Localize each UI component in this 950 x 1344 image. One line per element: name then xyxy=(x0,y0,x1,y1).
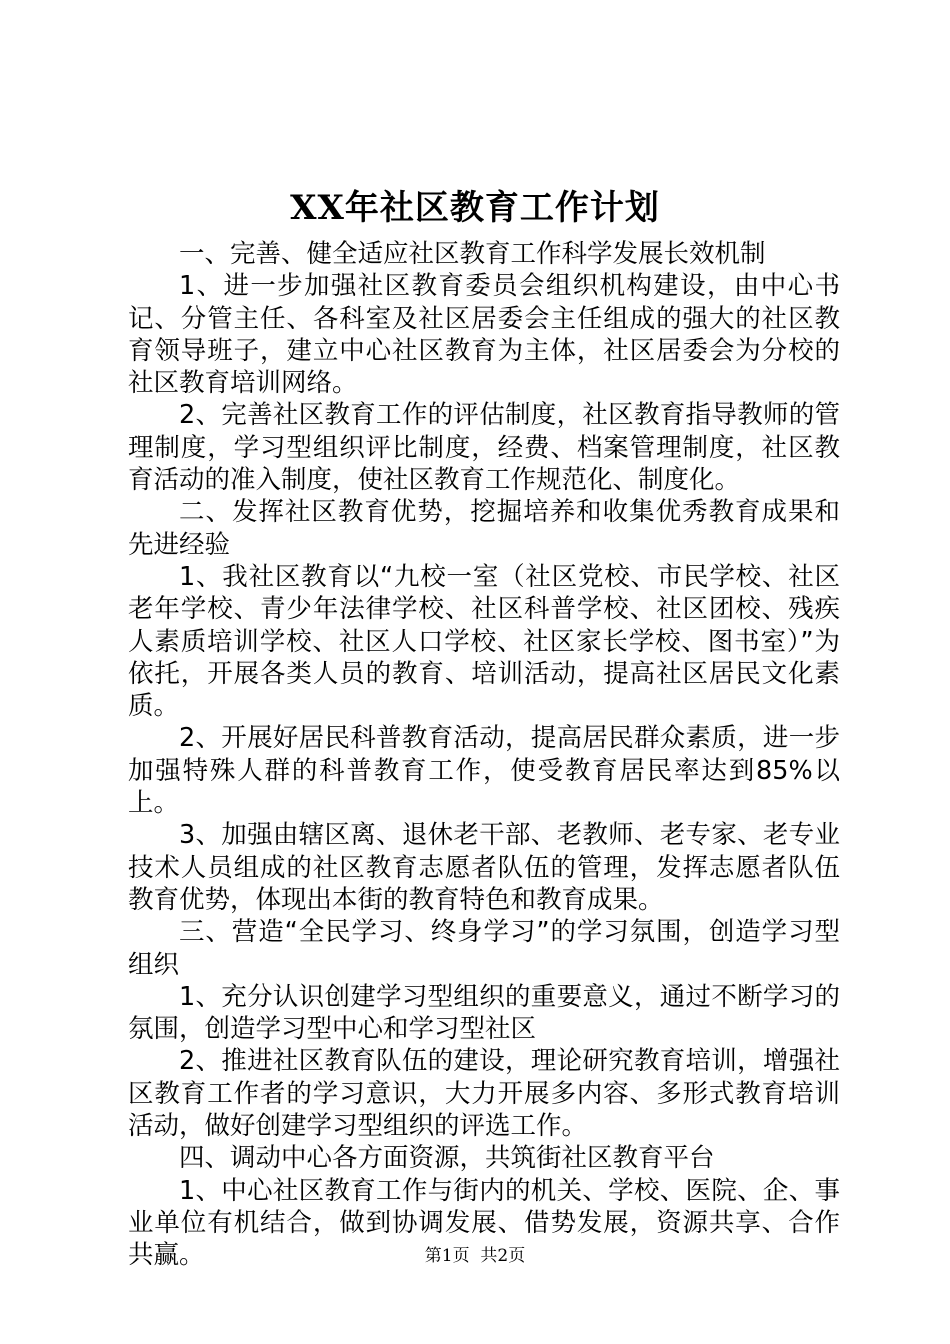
paragraph: 1、充分认识创建学习型组织的重要意义，通过不断学习的氛围，创造学习型中心和学习型社区 xyxy=(128,981,840,1045)
paragraph: 1、我社区教育以“九校一室（社区党校、市民学校、社区老年学校、青少年法律学校、社区科普学校、社区团校、残疾人素质培训学校、社区人口学校、社区家长学校、图书室）”为依托，开展各类人员的教育、培训活动，提高社区居民文化素质。 xyxy=(128,561,840,722)
page-total: 共2页 xyxy=(480,1246,526,1266)
document-title: XX年社区教育工作计划 xyxy=(290,188,660,228)
paragraph: 1、中心社区教育工作与街内的机关、学校、医院、企、事业单位有机结合，做到协调发展、借势发展，资源共享、合作共赢。 xyxy=(128,1175,840,1271)
paragraph: 一、完善、健全适应社区教育工作科学发展长效机制 xyxy=(179,239,766,269)
paragraph: 三、营造“全民学习、终身学习”的学习氛围，创造学习型组织 xyxy=(128,917,840,980)
paragraph: 3、加强由辖区离、退休老干部、老教师、老专家、老专业技术人员组成的社区教育志愿者队伍的管理，发挥志愿者队伍教育优势，体现出本街的教育特色和教育成果。 xyxy=(128,820,840,915)
paragraph: 1、进一步加强社区教育委员会组织机构建设，由中心书记、分管主任、各科室及社区居委会主任组成的强大的社区教育领导班子，建立中心社区教育为主体，社区居委会为分校的社区教育培训网络。 xyxy=(128,271,840,399)
paragraph: 四、调动中心各方面资源，共筑街社区教育平台 xyxy=(179,1143,715,1174)
paragraph: 二、发挥社区教育优势，挖掘培养和收集优秀教育成果和先进经验 xyxy=(128,497,840,560)
paragraph: 2、推进社区教育队伍的建设，理论研究教育培训，增强社区教育工作者的学习意识，大力开展多内容、多形式教育培训活动，做好创建学习型组织的评选工作。 xyxy=(128,1046,840,1142)
page-number: 第1页 xyxy=(424,1246,470,1266)
page-footer xyxy=(0,1244,950,1268)
document-body xyxy=(128,238,840,1272)
paragraph: 2、完善社区教育工作的评估制度，社区教育指导教师的管理制度，学习型组织评比制度，经费、档案管理制度，社区教育活动的准入制度，使社区教育工作规范化、制度化。 xyxy=(128,400,840,496)
paragraph: 2、开展好居民科普教育活动，提高居民群众素质，进一步加强特殊人群的科普教育工作，使受教育居民率达到85%以上。 xyxy=(128,723,840,819)
